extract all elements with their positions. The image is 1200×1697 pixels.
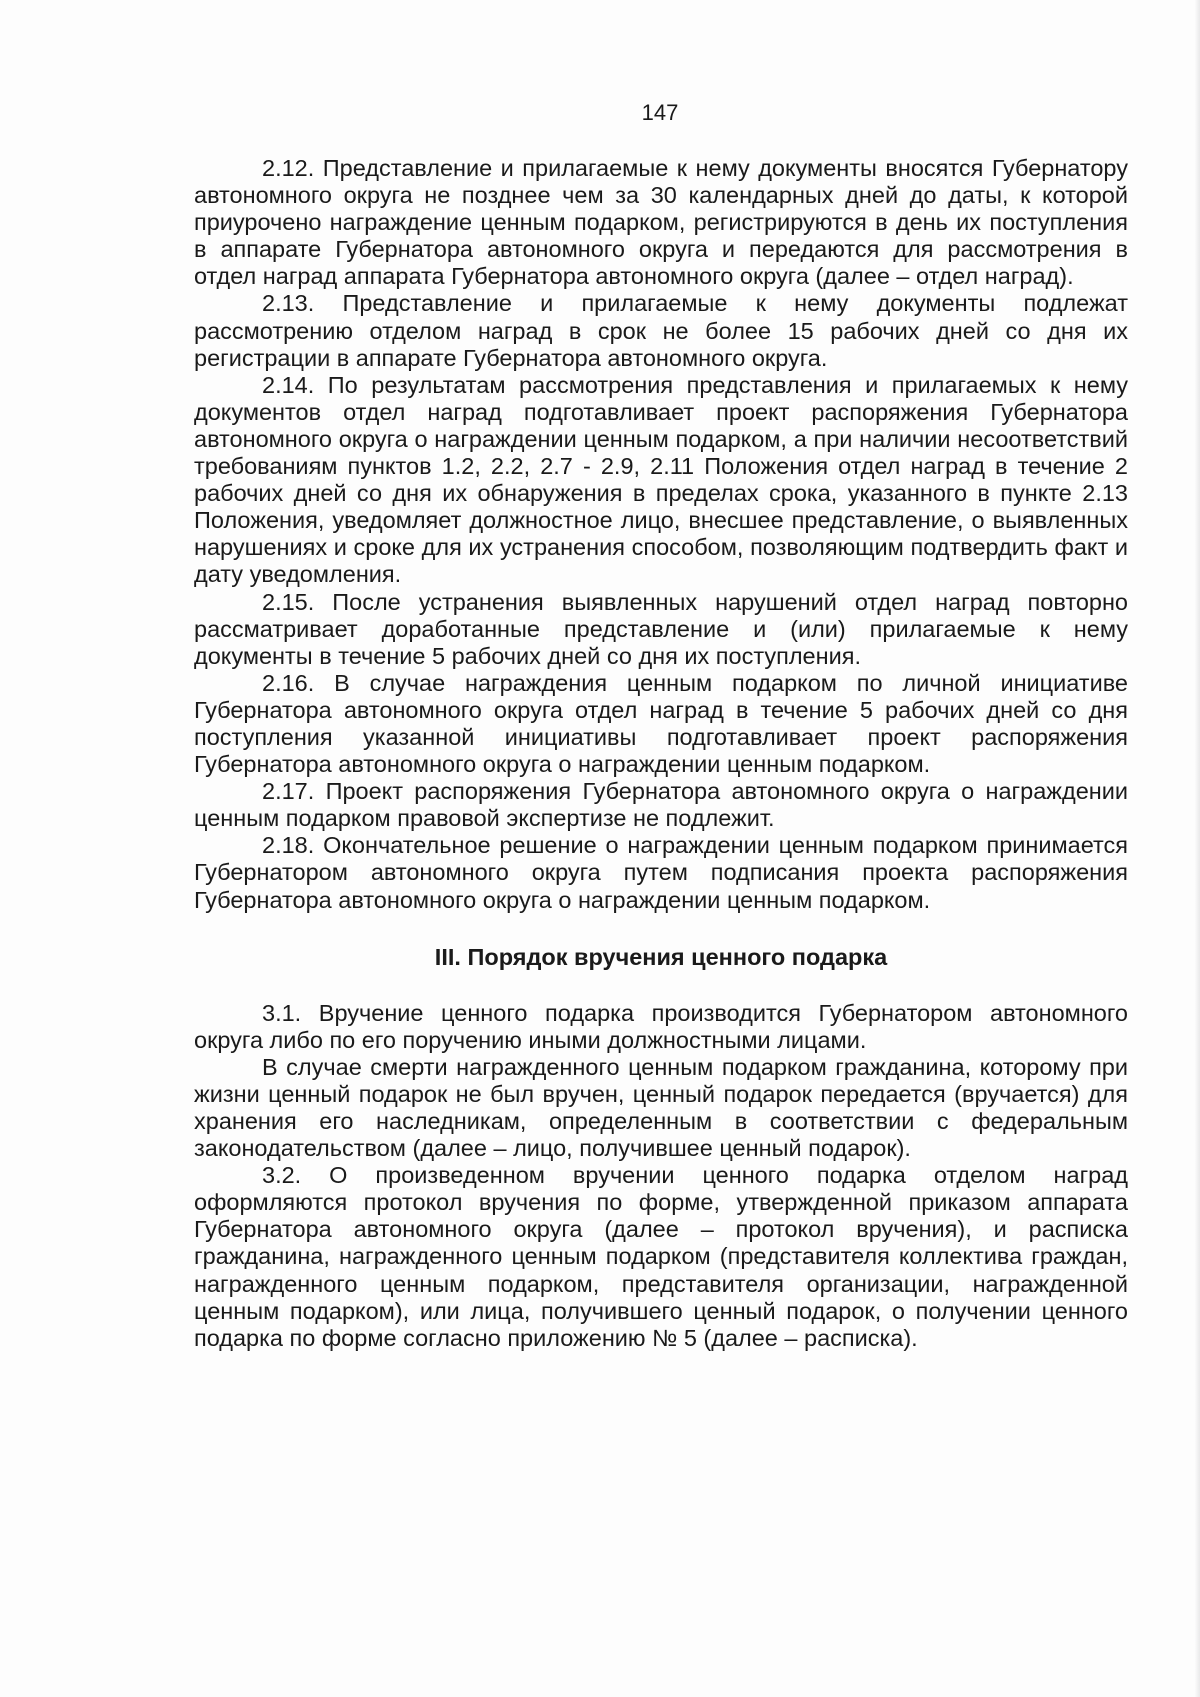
paragraph-2-12: 2.12. Представление и прилагаемые к нему документы вносятся Губернатору автономного округа не позднее чем за 30 календарных дней до даты, к которой приурочено награждение ценным подарком, регистрируются в день их поступления в аппарате Губернатора автономного округа и передаются для рассмотрения в отдел наград аппарата Губернатора автономного округа (далее – отдел наград). bbox=[194, 155, 1128, 290]
paragraph-2-15: 2.15. После устранения выявленных нарушений отдел наград повторно рассматривает доработанные представление и (или) прилагаемые к нему документы в течение 5 рабочих дней со дня их поступления. bbox=[194, 588, 1128, 669]
document-body bbox=[194, 155, 1128, 1352]
paragraph-2-16: 2.16. В случае награждения ценным подарком по личной инициативе Губернатора автономного округа отдел наград в течение 5 рабочих дней со дня поступления указанной инициативы подготавливает проект распоряжения Губернатора автономного округа о награждении ценным подарком. bbox=[194, 669, 1128, 778]
section-heading: III. Порядок вручения ценного подарка bbox=[434, 943, 888, 970]
paragraph-3-1: 3.1. Вручение ценного подарка производится Губернатором автономного округа либо по его поручению иными должностными лицами. bbox=[194, 999, 1128, 1053]
paragraph-2-17: 2.17. Проект распоряжения Губернатора автономного округа о награждении ценным подарком правовой экспертизе не подлежит. bbox=[194, 778, 1128, 832]
scan-edge-shadow bbox=[1194, 0, 1200, 1697]
page-number: 147 bbox=[641, 100, 679, 125]
paragraph-2-18: 2.18. Окончательное решение о награждении ценным подарком принимается Губернатором автономного округа путем подписания проекта распоряжения Губернатора автономного округа о награждении ценным подарком. bbox=[194, 832, 1128, 913]
paragraph-2-13: 2.13. Представление и прилагаемые к нему документы подлежат рассмотрению отделом наград в срок не более 15 рабочих дней со дня их регистрации в аппарате Губернатора автономного округа. bbox=[194, 290, 1128, 371]
paragraph-2-14: 2.14. По результатам рассмотрения представления и прилагаемых к нему документов отдел наград подготавливает проект распоряжения Губернатора автономного округа о награждении ценным подарком, а при наличии несоответствий требованиям пунктов 1.2, 2.2, 2.7 - 2.9, 2.11 Положения отдел наград в течение 2 рабочих дней со дня их обнаружения в пределах срока, указанного в пункте 2.13 Положения, уведомляет должностное лицо, внесшее представление, о выявленных нарушениях и сроке для их устранения способом, позволяющим подтвердить факт и дату уведомления. bbox=[194, 371, 1128, 588]
paragraph-3-2: 3.2. О произведенном вручении ценного подарка отделом наград оформляются протокол вручения по форме, утвержденной приказом аппарата Губернатора автономного округа (далее – протокол вручения), и расписка гражданина, награжденного ценным подарком (представителя коллектива граждан, награжденного ценным подарком, представителя организации, награжденной ценным подарком), или лица, получившего ценный подарок, о получении ценного подарка по форме согласно приложению № 5 (далее – расписка). bbox=[194, 1162, 1128, 1351]
paragraph-3-1-continued: В случае смерти награжденного ценным подарком гражданина, которому при жизни ценный подарок не был вручен, ценный подарок передается (вручается) для хранения его наследникам, определенным в соответствии с федеральным законодательством (далее – лицо, получившее ценный подарок). bbox=[194, 1053, 1128, 1162]
